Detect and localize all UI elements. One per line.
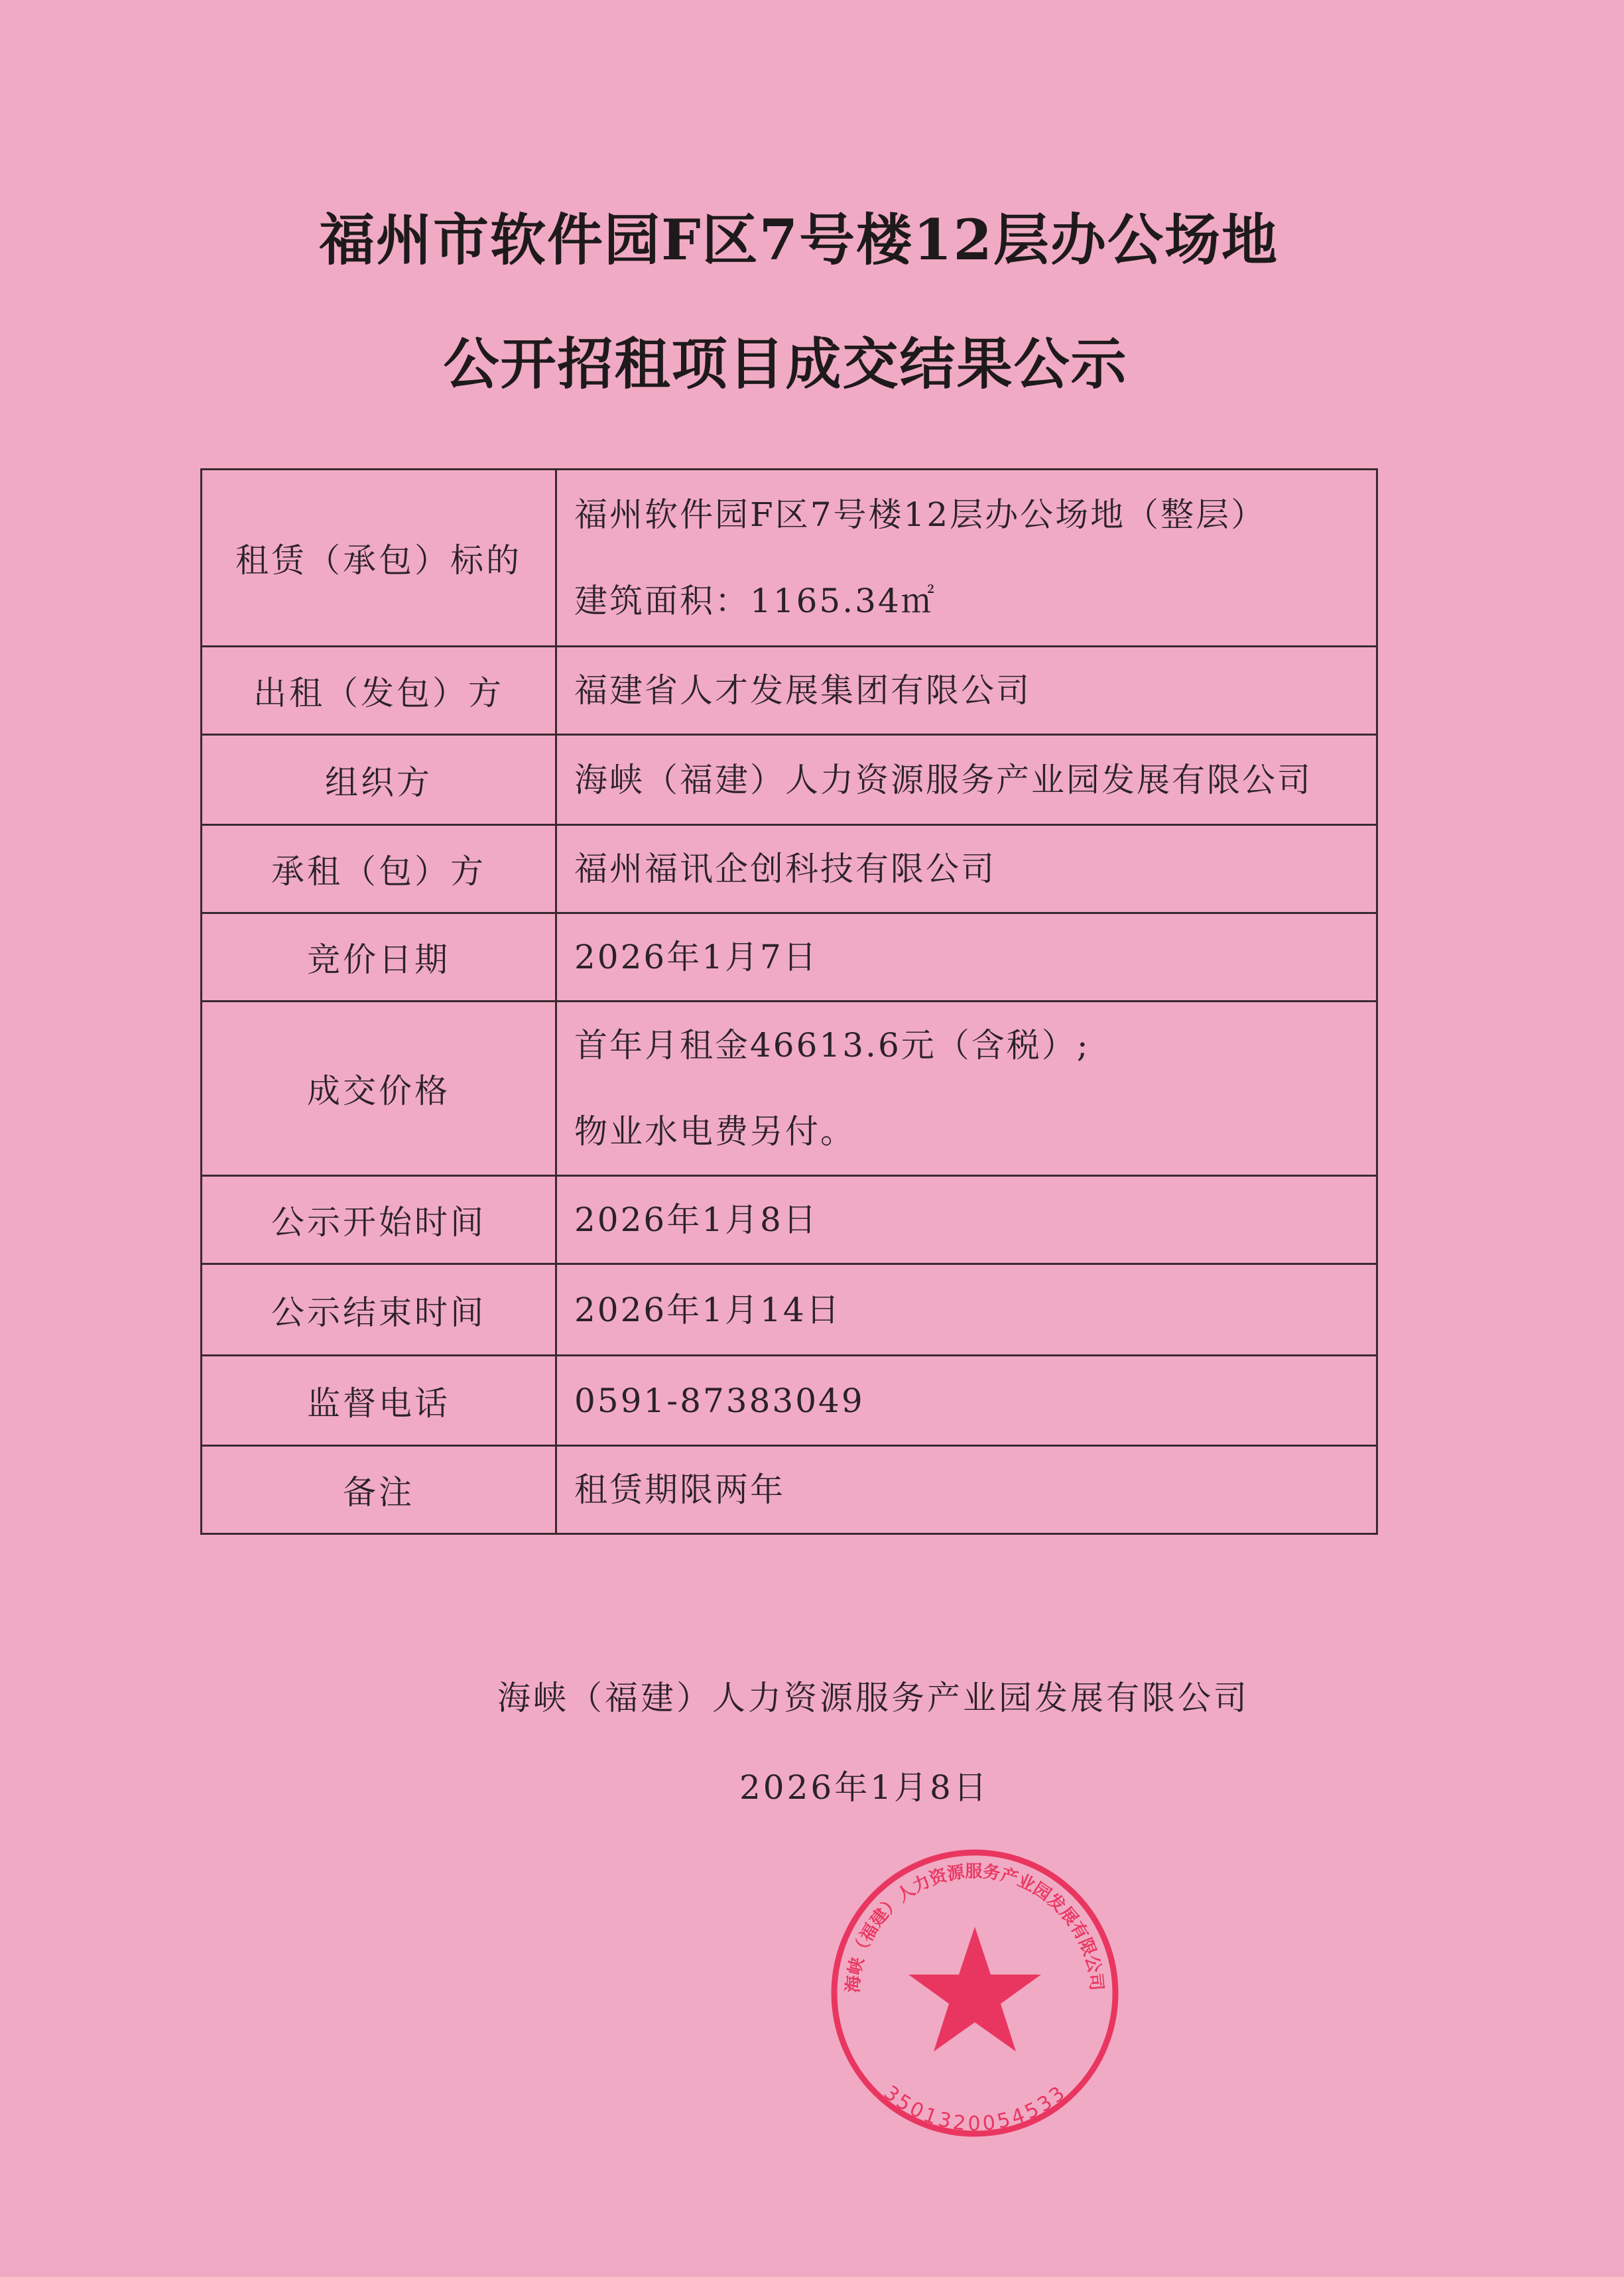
table-row <box>202 825 1377 913</box>
row-label: 竞价日期 <box>202 913 556 1002</box>
row-value <box>556 1446 1377 1534</box>
table-row <box>202 1264 1377 1356</box>
row-value-line: 首年月租金46613.6元（含税）; <box>574 1026 1090 1065</box>
row-value <box>556 735 1377 825</box>
row-value-line: 物业水电费另付。 <box>574 1112 855 1151</box>
issue-date: 2026年1月8日 <box>739 1768 989 1807</box>
row-label: 公示开始时间 <box>202 1176 556 1264</box>
row-value <box>556 1176 1377 1264</box>
row-value <box>556 470 1377 647</box>
document-title-line2: 公开招租项目成交结果公示 <box>443 331 1128 397</box>
row-value <box>556 1264 1377 1356</box>
row-value-line: 福建省人才发展集团有限公司 <box>574 671 1031 710</box>
seal-text: 海峡（福建）人力资源服务产业园发展有限公司 <box>843 1861 1107 1994</box>
row-value-line: 2026年1月8日 <box>574 1201 818 1239</box>
seal-code: 3501320054533 <box>879 2081 1070 2136</box>
row-label: 备注 <box>202 1446 556 1534</box>
document-title-line1: 福州市软件园F区7号楼12层办公场地 <box>319 207 1279 273</box>
svg-text:3501320054533 <box>879 2081 1070 2135</box>
table-row <box>202 1002 1377 1176</box>
row-value-line: 福州软件园F区7号楼12层办公场地（整层） <box>574 495 1267 534</box>
row-label: 租赁（承包）标的 <box>202 470 556 647</box>
row-value-line: 建筑面积：1165.34㎡ <box>574 582 936 620</box>
row-value <box>556 647 1377 735</box>
row-value-line: 海峡（福建）人力资源服务产业园发展有限公司 <box>574 760 1312 799</box>
row-label: 成交价格 <box>202 1002 556 1176</box>
issuer-company: 海峡（福建）人力资源服务产业园发展有限公司 <box>497 1679 1249 1717</box>
row-value <box>556 1002 1377 1176</box>
result-table <box>200 468 1378 1535</box>
table-row <box>202 647 1377 735</box>
row-label: 出租（发包）方 <box>202 647 556 735</box>
table-row <box>202 470 1377 647</box>
table-row <box>202 913 1377 1002</box>
row-value-line: 0591-87383049 <box>574 1381 865 1420</box>
row-value <box>556 825 1377 913</box>
row-value-line: 福州福讯企创科技有限公司 <box>574 850 996 888</box>
official-seal-icon <box>826 1844 1124 2142</box>
table-row <box>202 1176 1377 1264</box>
row-label: 监督电话 <box>202 1356 556 1446</box>
table-row <box>202 735 1377 825</box>
row-value <box>556 913 1377 1002</box>
row-label: 公示结束时间 <box>202 1264 556 1356</box>
row-value-line: 租赁期限两年 <box>574 1470 785 1509</box>
row-value-line: 2026年1月14日 <box>574 1290 842 1329</box>
row-label: 承租（包）方 <box>202 825 556 913</box>
table-row <box>202 1356 1377 1446</box>
table-row <box>202 1446 1377 1534</box>
row-value-line: 2026年1月7日 <box>574 938 818 976</box>
row-label: 组织方 <box>202 735 556 825</box>
row-value <box>556 1356 1377 1446</box>
